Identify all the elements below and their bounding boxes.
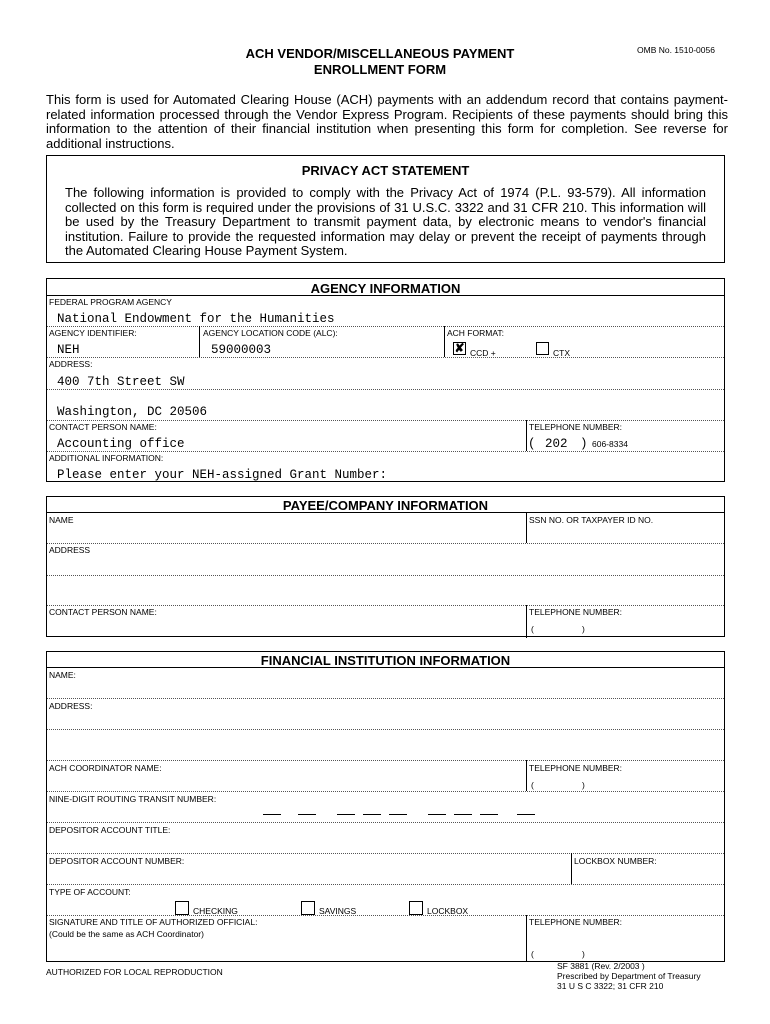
ach-format-label: ACH FORMAT: — [447, 328, 504, 338]
savings-checkbox[interactable] — [301, 901, 315, 915]
program-agency-field[interactable]: National Endowment for the Humanities — [57, 312, 335, 326]
ctx-label: CTX — [553, 348, 570, 358]
payee-heading: PAYEE/COMPANY INFORMATION — [282, 498, 489, 513]
lockbox-checkbox[interactable] — [409, 901, 423, 915]
alc-field[interactable]: 59000003 — [211, 343, 272, 357]
payee-contact-label: CONTACT PERSON NAME: — [49, 607, 157, 617]
agency-section — [46, 278, 725, 482]
intro-text: This form is used for Automated Clearing House (ACH) payments with an addendum record that contains payment-related information processed through the Vendor Express Program. Recipients of these payments should bring this information to the attention of their financial institution when presenting this form for completion. See reverse for additional instructions. — [46, 92, 728, 151]
form-title-line1: ACH VENDOR/MISCELLANEOUS PAYMENT — [245, 46, 515, 61]
fi-phone-close: ) — [582, 780, 585, 790]
checking-checkbox[interactable] — [175, 901, 189, 915]
agency-phone-close: ) — [580, 437, 588, 451]
privacy-text: The following information is provided to comply with the Privacy Act of 1974 (P.L. 93-579). All information collected on this form is required under the provisions of 31 U.S.C. 3322 and 31 CFR 210. This information will be used by the Treasury Department to transmit payment data, by electronic means to vendor's financial institution. Failure to provide the requested information may delay or prevent the receipt of payments through the Automated Clearing House Payment System. — [65, 185, 706, 258]
sig-phone-close: ) — [582, 949, 585, 959]
privacy-heading: PRIVACY ACT STATEMENT — [301, 163, 470, 178]
footer-prescribed: Prescribed by Department of Treasury — [557, 971, 701, 981]
financial-section — [46, 651, 725, 962]
routing-digit-5[interactable] — [389, 814, 407, 815]
form-title-line2: ENROLLMENT FORM — [313, 62, 447, 77]
payee-address-label: ADDRESS — [49, 545, 91, 555]
account-title-label: DEPOSITOR ACCOUNT TITLE: — [49, 825, 171, 835]
agency-contact-field[interactable]: Accounting office — [57, 437, 185, 451]
coordinator-label: ACH COORDINATOR NAME: — [49, 763, 162, 773]
omb-number: OMB No. 1510-0056 — [637, 45, 715, 55]
sig-phone-label: TELEPHONE NUMBER: — [529, 917, 623, 927]
privacy-act-box — [46, 155, 725, 263]
fi-phone-label: TELEPHONE NUMBER: — [529, 763, 623, 773]
fi-name-label: NAME: — [49, 670, 76, 680]
agency-heading: AGENCY INFORMATION — [310, 281, 461, 296]
payee-phone-label: TELEPHONE NUMBER: — [529, 607, 623, 617]
footer-form-number: SF 3881 (Rev. 2/2003 ) — [557, 961, 645, 971]
ctx-checkbox[interactable] — [536, 342, 549, 355]
signature-label: SIGNATURE AND TITLE OF AUTHORIZED OFFICIAL: — [49, 917, 258, 927]
checking-label: CHECKING — [193, 906, 238, 916]
payee-section — [46, 496, 725, 637]
agency-phone-area[interactable]: 202 — [545, 437, 568, 451]
routing-label: NINE-DIGIT ROUTING TRANSIT NUMBER: — [49, 794, 217, 804]
sig-phone-open: ( — [531, 949, 534, 959]
ccd-label: CCD + — [470, 348, 496, 358]
footer-citation: 31 U S C 3322; 31 CFR 210 — [557, 981, 664, 991]
payee-phone-close: ) — [582, 624, 585, 634]
payee-name-label: NAME — [49, 515, 74, 525]
routing-digit-1[interactable] — [263, 814, 281, 815]
fi-phone-open: ( — [531, 780, 534, 790]
savings-label: SAVINGS — [319, 906, 357, 916]
program-agency-label: FEDERAL PROGRAM AGENCY — [49, 297, 172, 307]
payee-ssn-label: SSN NO. OR TAXPAYER ID NO. — [529, 515, 654, 525]
account-type-label: TYPE OF ACCOUNT: — [49, 887, 131, 897]
alc-label: AGENCY LOCATION CODE (ALC): — [203, 328, 338, 338]
agency-address-label: ADDRESS: — [49, 359, 93, 369]
additional-info-field[interactable]: Please enter your NEH-assigned Grant Number: — [57, 468, 388, 482]
signature-note: (Could be the same as ACH Coordinator) — [49, 929, 204, 939]
agency-phone-label: TELEPHONE NUMBER: — [529, 422, 623, 432]
additional-info-label: ADDITIONAL INFORMATION: — [49, 453, 164, 463]
routing-digit-4[interactable] — [363, 814, 381, 815]
agency-address-line2[interactable]: Washington, DC 20506 — [57, 405, 208, 419]
routing-digit-8[interactable] — [480, 814, 498, 815]
routing-digit-6[interactable] — [428, 814, 446, 815]
financial-heading: FINANCIAL INSTITUTION INFORMATION — [260, 653, 511, 668]
payee-phone-open: ( — [531, 624, 534, 634]
agency-identifier-field[interactable]: NEH — [57, 343, 80, 357]
routing-digit-2[interactable] — [298, 814, 316, 815]
agency-identifier-label: AGENCY IDENTIFIER: — [49, 328, 137, 338]
agency-address-line1[interactable]: 400 7th Street SW — [57, 375, 185, 389]
lockbox-number-label: LOCKBOX NUMBER: — [574, 856, 657, 866]
footer-reproduction: AUTHORIZED FOR LOCAL REPRODUCTION — [46, 967, 223, 977]
agency-contact-label: CONTACT PERSON NAME: — [49, 422, 157, 432]
ccd-checkbox[interactable]: ✘ — [454, 341, 465, 355]
agency-phone-number[interactable]: 606-8334 — [592, 439, 628, 449]
routing-digit-9[interactable] — [517, 814, 535, 815]
lockbox-label: LOCKBOX — [427, 906, 469, 916]
routing-digit-7[interactable] — [454, 814, 472, 815]
routing-digit-3[interactable] — [337, 814, 355, 815]
account-number-label: DEPOSITOR ACCOUNT NUMBER: — [49, 856, 185, 866]
agency-phone-open: ( — [528, 437, 536, 451]
fi-address-label: ADDRESS: — [49, 701, 93, 711]
